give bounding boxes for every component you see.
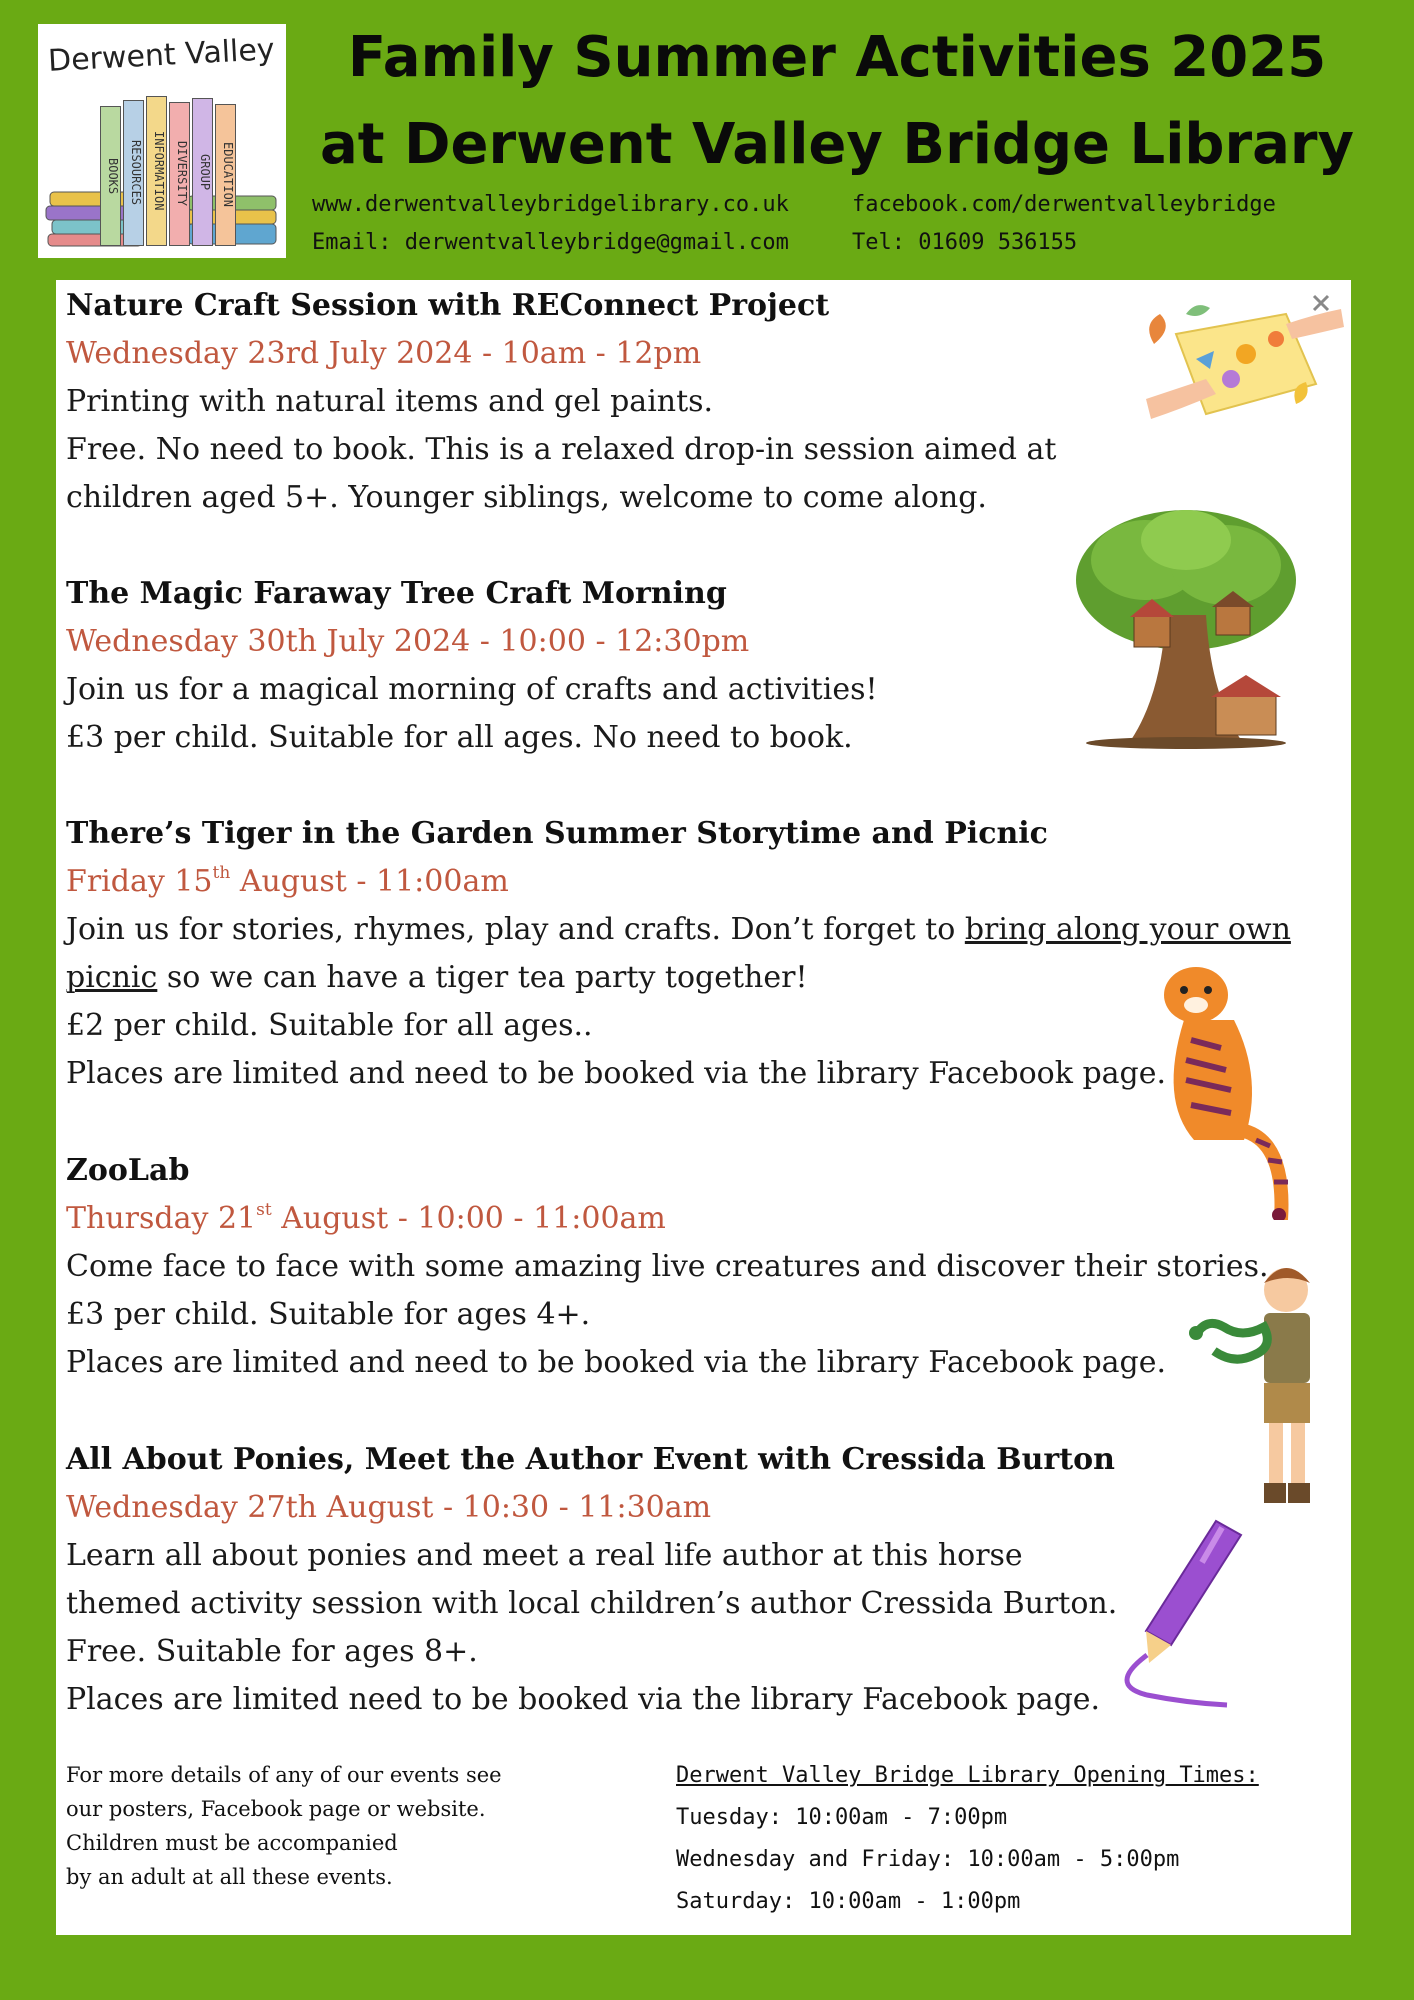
facebook-link[interactable]: facebook.com/derwentvalleybridge (852, 192, 1276, 217)
event-title: The Magic Faraway Tree Craft Morning (66, 576, 727, 611)
craft-hands-icon (1136, 284, 1346, 434)
page-title-line1: Family Summer Activities 2025 (347, 25, 1327, 90)
phone-number: Tel: 01609 536155 (852, 230, 1078, 255)
opening-times (676, 1755, 1259, 1923)
event-date-text: Friday 15 (66, 864, 213, 899)
event-date: Wednesday 23rd July 2024 - 10am - 12pm (66, 336, 702, 371)
date-ordinal: th (212, 863, 231, 883)
event-description: themed activity session with local children’s author Cressida Burton. (66, 1586, 1118, 1621)
footer-note-line: by an adult at all these events. (66, 1865, 393, 1889)
event-title: Nature Craft Session with REConnect Project (66, 288, 830, 323)
event-date (66, 858, 1346, 906)
event-description: £2 per child. Suitable for all ages.. (66, 1008, 593, 1043)
event-text: so we can have a tiger tea party together! (157, 960, 808, 995)
event-description: Come face to face with some amazing live creatures and discover their stories. (66, 1249, 1269, 1284)
opening-hours-line: Saturday: 10:00am - 1:00pm (676, 1889, 1021, 1914)
logo-spine: RESOURCES (123, 100, 144, 246)
event-date-text: August - 10:00 - 11:00am (271, 1201, 666, 1236)
email-link[interactable]: Email: derwentvalleybridge@gmail.com (312, 230, 789, 255)
logo-spine: GROUP (192, 98, 213, 246)
logo-spine: INFORMATION (146, 96, 167, 246)
event-description (66, 954, 1346, 1002)
opening-hours-line: Tuesday: 10:00am - 7:00pm (676, 1805, 1008, 1830)
footer-note-line: Children must be accompanied (66, 1831, 398, 1855)
event-date: Wednesday 27th August - 10:30 - 11:30am (66, 1490, 712, 1525)
date-ordinal: st (256, 1200, 272, 1220)
picnic-emphasis: bring along your own (964, 912, 1291, 947)
picnic-emphasis: picnic (66, 960, 158, 995)
event-description: £3 per child. Suitable for all ages. No need to book. (66, 720, 853, 755)
logo-spines (100, 96, 236, 246)
page-title-line2: at Derwent Valley Bridge Library (319, 112, 1355, 177)
magic-tree-icon (1066, 505, 1306, 750)
footer-note-line: our posters, Facebook page or website. (66, 1797, 486, 1821)
footer-notes (66, 1758, 502, 1894)
event-description (66, 906, 1346, 954)
event-description: Free. No need to book. This is a relaxed drop-in session aimed at (66, 432, 1057, 467)
tiger-icon (1156, 960, 1296, 1220)
event-date-text: Thursday 21 (66, 1201, 257, 1236)
footer-note-line: For more details of any of our events see (66, 1763, 502, 1787)
event-description: children aged 5+. Younger siblings, welcome to come along. (66, 480, 987, 515)
logo-text: Derwent Valley (47, 32, 276, 79)
logo-spine: DIVERSITY (169, 102, 190, 246)
event-date (66, 1195, 1346, 1243)
opening-times-title: Derwent Valley Bridge Library Opening Times: (676, 1763, 1259, 1788)
event-zoolab (66, 1147, 1346, 1387)
library-logo (38, 24, 286, 258)
event-description: Places are limited and need to be booked via the library Facebook page. (66, 1056, 1167, 1091)
zookeeper-icon (1176, 1255, 1336, 1515)
event-tiger-storytime (66, 810, 1346, 1098)
event-title: All About Ponies, Meet the Author Event with Cressida Burton (66, 1442, 1115, 1477)
event-description: Places are limited need to be booked via the library Facebook page. (66, 1682, 1101, 1717)
event-description: Places are limited and need to be booked via the library Facebook page. (66, 1345, 1167, 1380)
opening-hours-line: Wednesday and Friday: 10:00am - 5:00pm (676, 1847, 1180, 1872)
event-title: There’s Tiger in the Garden Summer Storytime and Picnic (66, 816, 1048, 851)
event-description: Free. Suitable for ages 8+. (66, 1634, 478, 1669)
event-date: Wednesday 30th July 2024 - 10:00 - 12:30pm (66, 624, 750, 659)
event-text: Join us for stories, rhymes, play and crafts. Don’t forget to (66, 912, 965, 947)
purple-pen-icon (1121, 1515, 1251, 1715)
logo-spine: BOOKS (100, 106, 121, 246)
event-description: Join us for a magical morning of crafts and activities! (66, 672, 878, 707)
logo-spine: EDUCATION (215, 104, 236, 246)
event-description: Learn all about ponies and meet a real life author at this horse (66, 1538, 1023, 1573)
event-title: ZooLab (66, 1153, 190, 1188)
event-description: Printing with natural items and gel paints. (66, 384, 714, 419)
events-panel (56, 280, 1351, 1935)
event-date-text: August - 11:00am (230, 864, 509, 899)
website-link[interactable]: www.derwentvalleybridgelibrary.co.uk (312, 192, 789, 217)
event-description: £3 per child. Suitable for ages 4+. (66, 1297, 591, 1332)
